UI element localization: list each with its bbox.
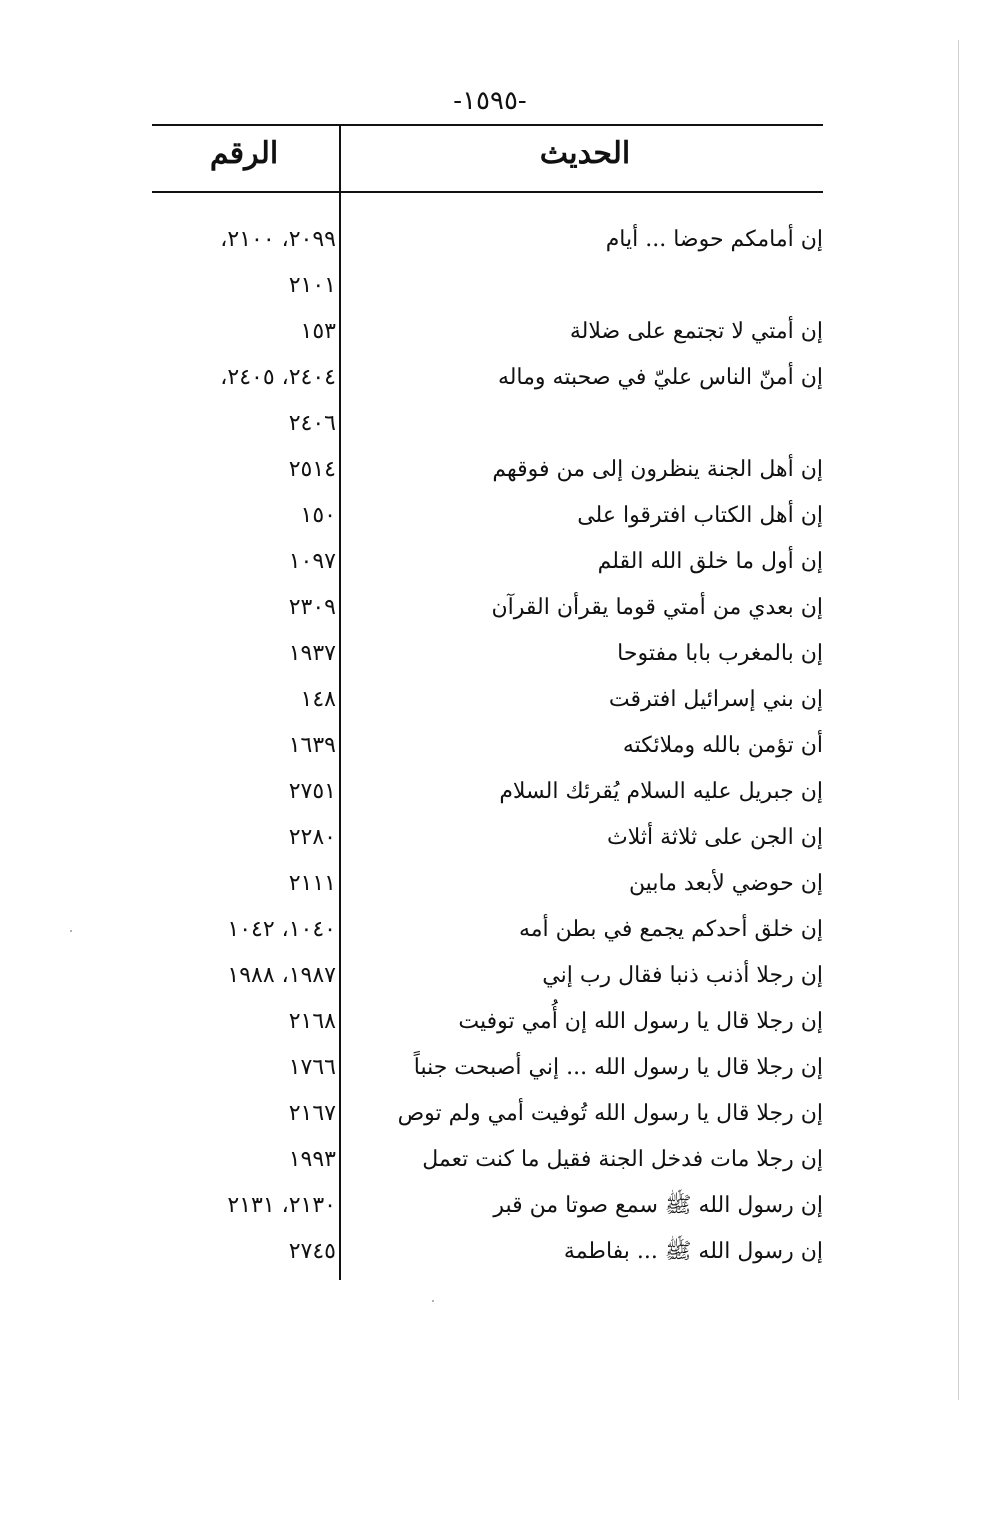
hadith-number: ١٧٦٦	[288, 1055, 336, 1080]
table-row	[152, 1186, 823, 1226]
scan-speck	[432, 1300, 434, 1302]
hadith-text: إن أمتي لا تجتمع على ضلالة	[569, 319, 823, 344]
hadith-number: ١٠٩٧	[288, 549, 336, 574]
hadith-number: ١٩٨٧، ١٩٨٨	[227, 963, 336, 988]
table-row	[152, 1140, 823, 1180]
table-row	[152, 772, 823, 812]
hadith-number: ٢٥١٤	[288, 457, 336, 482]
table-row	[152, 312, 823, 352]
hadith-text: إن جبريل عليه السلام يُقرئك السلام	[499, 779, 823, 804]
table-row	[152, 542, 823, 582]
hadith-number: ١٥٠	[300, 503, 336, 528]
table-row	[152, 1048, 823, 1088]
column-header-number: الرقم	[209, 136, 279, 171]
hadith-text: إن رجلا قال يا رسول الله إن أُمي توفيت	[458, 1009, 823, 1034]
hadith-text: إن رجلا مات فدخل الجنة فقيل ما كنت تعمل	[422, 1147, 823, 1172]
table-row	[152, 726, 823, 766]
table-header-rule	[152, 191, 823, 193]
hadith-text: إن أهل الكتاب افترقوا على	[577, 503, 823, 528]
hadith-text: إن رجلا قال يا رسول الله ... إني أصبحت جنباً	[413, 1055, 823, 1080]
hadith-text: إن أمنّ الناس عليّ في صحبته وماله	[497, 365, 823, 390]
hadith-number: ١٠٤٠، ١٠٤٢	[227, 917, 336, 942]
hadith-text: إن الجن على ثلاثة أثلاث	[607, 825, 823, 850]
table-row	[152, 1232, 823, 1272]
table-row	[152, 588, 823, 628]
hadith-text: إن خلق أحدكم يجمع في بطن أمه	[518, 917, 823, 942]
scan-speck	[70, 930, 72, 932]
table-row	[152, 496, 823, 536]
table-row	[152, 910, 823, 950]
hadith-number: ١٩٩٣	[288, 1147, 336, 1172]
table-row	[152, 404, 823, 444]
hadith-number: ٢١٣٠، ٢١٣١	[227, 1193, 336, 1218]
table-row	[152, 450, 823, 490]
hadith-number: ٢١١١	[288, 871, 336, 896]
hadith-text: إن أول ما خلق الله القلم	[597, 549, 823, 574]
hadith-number: ٢٧٤٥	[288, 1239, 336, 1264]
hadith-number: ٢٠٩٩، ٢١٠٠،	[220, 227, 336, 252]
hadith-number: ٢٤٠٤، ٢٤٠٥،	[220, 365, 336, 390]
table-row	[152, 1094, 823, 1134]
hadith-number: ٢٤٠٦	[288, 411, 336, 436]
hadith-number: ٢١٦٨	[288, 1009, 336, 1034]
table-top-rule	[152, 124, 823, 126]
hadith-number: ٢١٦٧	[288, 1101, 336, 1126]
table-row	[152, 634, 823, 674]
hadith-number: ١٩٣٧	[288, 641, 336, 666]
table-row	[152, 680, 823, 720]
hadith-number: ٢٧٥١	[288, 779, 336, 804]
hadith-number: ١٥٣	[300, 319, 336, 344]
hadith-number: ٢٣٠٩	[288, 595, 336, 620]
hadith-text: إن أمامكم حوضا ... أيام	[605, 227, 823, 252]
hadith-text: إن بعدي من أمتي قوما يقرأن القرآن	[491, 595, 823, 620]
hadith-number: ٢١٠١	[288, 273, 336, 298]
hadith-text: إن حوضي لأبعد مابين	[628, 871, 823, 896]
hadith-number: ٢٢٨٠	[288, 825, 336, 850]
hadith-text: إن بالمغرب بابا مفتوحا	[617, 641, 823, 666]
hadith-number: ١٦٣٩	[288, 733, 336, 758]
hadith-text: إن رسول الله ﷺ ... بفاطمة	[563, 1239, 823, 1264]
table-row	[152, 864, 823, 904]
page-edge-line	[958, 40, 959, 1400]
column-header-hadith: الحديث	[539, 136, 631, 171]
hadith-text: إن رسول الله ﷺ سمع صوتا من قبر	[493, 1193, 823, 1218]
page-number: -١٥٩٥-	[453, 86, 527, 116]
hadith-text: إن رجلا أذنب ذنبا فقال رب إني	[542, 963, 823, 988]
table-row	[152, 266, 823, 306]
hadith-text: إن أهل الجنة ينظرون إلى من فوقهم	[492, 457, 823, 482]
hadith-text: إن بني إسرائيل افترقت	[608, 687, 823, 712]
hadith-number: ١٤٨	[300, 687, 336, 712]
table-row	[152, 818, 823, 858]
table-row	[152, 358, 823, 398]
hadith-text: أن تؤمن بالله وملائكته	[622, 733, 823, 758]
table-row	[152, 956, 823, 996]
table-row	[152, 1002, 823, 1042]
table-row	[152, 220, 823, 260]
hadith-text: إن رجلا قال يا رسول الله تُوفيت أمي ولم توص	[397, 1101, 823, 1126]
